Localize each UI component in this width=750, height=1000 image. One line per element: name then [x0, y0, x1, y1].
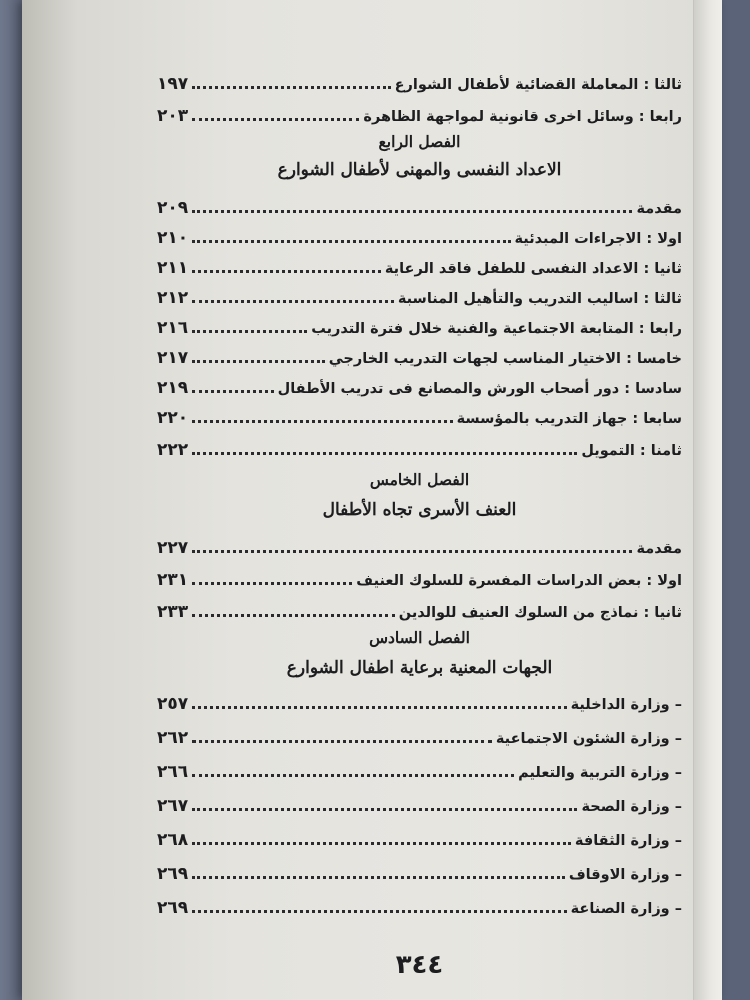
chapter-topic: الجهات المعنية برعاية اطفال الشوارع [286, 658, 553, 678]
toc-entry [157, 370, 682, 398]
toc-entry [157, 220, 682, 248]
dot-leader [192, 910, 567, 913]
toc-entry [157, 562, 682, 590]
toc-entry-page: ١٩٧ [157, 74, 189, 95]
toc-entry-page: ٢٦٧ [157, 796, 189, 817]
toc-entry [157, 340, 682, 368]
toc-entry-page: ٢٦٨ [157, 830, 189, 851]
dot-leader [192, 390, 273, 393]
toc-entry [157, 310, 682, 338]
toc-entry [157, 190, 682, 218]
dot-leader [192, 582, 352, 585]
page-edge [693, 0, 722, 1000]
toc-entry-title: رابعا : المتابعة الاجتماعية والفنية خلال فترة التدريب [311, 321, 682, 338]
toc-entry-title: – وزارة الداخلية [570, 697, 682, 714]
toc-entry-page: ٢٢٠ [157, 408, 189, 429]
toc-entry-page: ٢١١ [157, 258, 189, 279]
dot-leader [192, 300, 394, 303]
toc-entry-page: ٢١٧ [157, 348, 189, 369]
page-number: ٣٤٤ [395, 950, 444, 980]
toc-entry [157, 754, 682, 782]
toc-entry-title: رابعا : وسائل اخرى قانونية لمواجهة الظاهرة [363, 109, 682, 126]
toc-entry-title: – وزارة الاوقاف [568, 867, 682, 884]
dot-leader [192, 842, 571, 845]
chapter-topic: الاعداد النفسى والمهنى لأطفال الشوارع [277, 160, 562, 180]
toc-entry-title: خامسا : الاختيار المناسب لجهات التدريب الخارجي [328, 351, 682, 368]
toc-entry-title: – وزارة الصحة [581, 799, 682, 816]
toc-entry [157, 530, 682, 558]
dot-leader [192, 614, 395, 617]
toc-entry-title: اولا : الاجراءات المبدئية [514, 231, 682, 248]
dot-leader [192, 118, 359, 121]
chapter-topic: العنف الأسرى تجاه الأطفال [322, 500, 517, 520]
book-page [22, 0, 722, 1000]
toc-entry-page: ٢١٩ [157, 378, 189, 399]
toc-entry [157, 98, 682, 126]
toc-entry-title: مقدمة [636, 541, 682, 558]
toc-entry-title: ثانيا : الاعداد النفسى للطفل فاقد الرعاية [384, 261, 682, 278]
toc-entry-page: ٢١٠ [157, 228, 189, 249]
chapter-label: الفصل الرابع [378, 132, 461, 151]
dot-leader [192, 240, 510, 243]
toc-entry-page: ٢٢٢ [157, 440, 189, 461]
table-of-contents [157, 0, 682, 1000]
toc-entry-page: ٢٣٣ [157, 602, 189, 623]
toc-entry [157, 400, 682, 428]
dot-leader [192, 706, 566, 709]
dot-leader [192, 360, 325, 363]
toc-entry-title: سادسا : دور أصحاب الورش والمصانع فى تدريب الأطفال [277, 381, 682, 398]
toc-entry [157, 280, 682, 308]
dot-leader [192, 210, 632, 213]
toc-entry-page: ٢٦٦ [157, 762, 189, 783]
toc-entry-page: ٢٠٩ [157, 198, 189, 219]
toc-entry-title: – وزارة الشئون الاجتماعية [495, 731, 682, 748]
toc-entry [157, 822, 682, 850]
toc-entry [157, 594, 682, 622]
toc-entry-title: ثالثا : المعاملة القضائية لأطفال الشوارع [394, 77, 682, 94]
dot-leader [192, 740, 492, 743]
toc-entry-title: – وزارة الصناعة [570, 901, 682, 918]
toc-entry-page: ٢٢٧ [157, 538, 189, 559]
dot-leader [192, 452, 577, 455]
toc-entry-title: اولا : بعض الدراسات المفسرة للسلوك العنيف [356, 573, 682, 590]
toc-entry [157, 432, 682, 460]
dot-leader [192, 420, 452, 423]
toc-entry-title: – وزارة التربية والتعليم [518, 765, 682, 782]
toc-entry-title: – وزارة الثقافة [574, 833, 682, 850]
dot-leader [192, 86, 391, 89]
toc-entry-page: ٢٣١ [157, 570, 189, 591]
toc-entry-page: ٢٦٢ [157, 728, 189, 749]
toc-entry-title: ثالثا : اساليب التدريب والتأهيل المناسبة [397, 291, 682, 308]
toc-entry-title: سابعا : جهاز التدريب بالمؤسسة [456, 411, 682, 428]
dot-leader [192, 550, 632, 553]
toc-entry-page: ٢٥٧ [157, 694, 189, 715]
toc-entry-page: ٢١٦ [157, 318, 189, 339]
toc-entry-title: ثامنا : التمويل [581, 443, 682, 460]
chapter-label: الفصل السادس [369, 628, 470, 647]
dot-leader [192, 808, 577, 811]
toc-entry-page: ٢٠٣ [157, 106, 189, 127]
toc-entry-title: ثانيا : نماذج من السلوك العنيف للوالدين [398, 605, 682, 622]
dot-leader [192, 270, 381, 273]
toc-entry [157, 890, 682, 918]
toc-entry [157, 788, 682, 816]
toc-entry [157, 720, 682, 748]
toc-entry-page: ٢٦٩ [157, 898, 189, 919]
toc-entry [157, 856, 682, 884]
chapter-label: الفصل الخامس [369, 470, 470, 489]
toc-entry [157, 250, 682, 278]
dot-leader [192, 876, 565, 879]
toc-entry-title: مقدمة [636, 201, 682, 218]
toc-entry-page: ٢١٢ [157, 288, 189, 309]
toc-entry-page: ٢٦٩ [157, 864, 189, 885]
toc-entry [157, 686, 682, 714]
dot-leader [192, 330, 307, 333]
dot-leader [192, 774, 514, 777]
toc-entry [157, 66, 682, 94]
